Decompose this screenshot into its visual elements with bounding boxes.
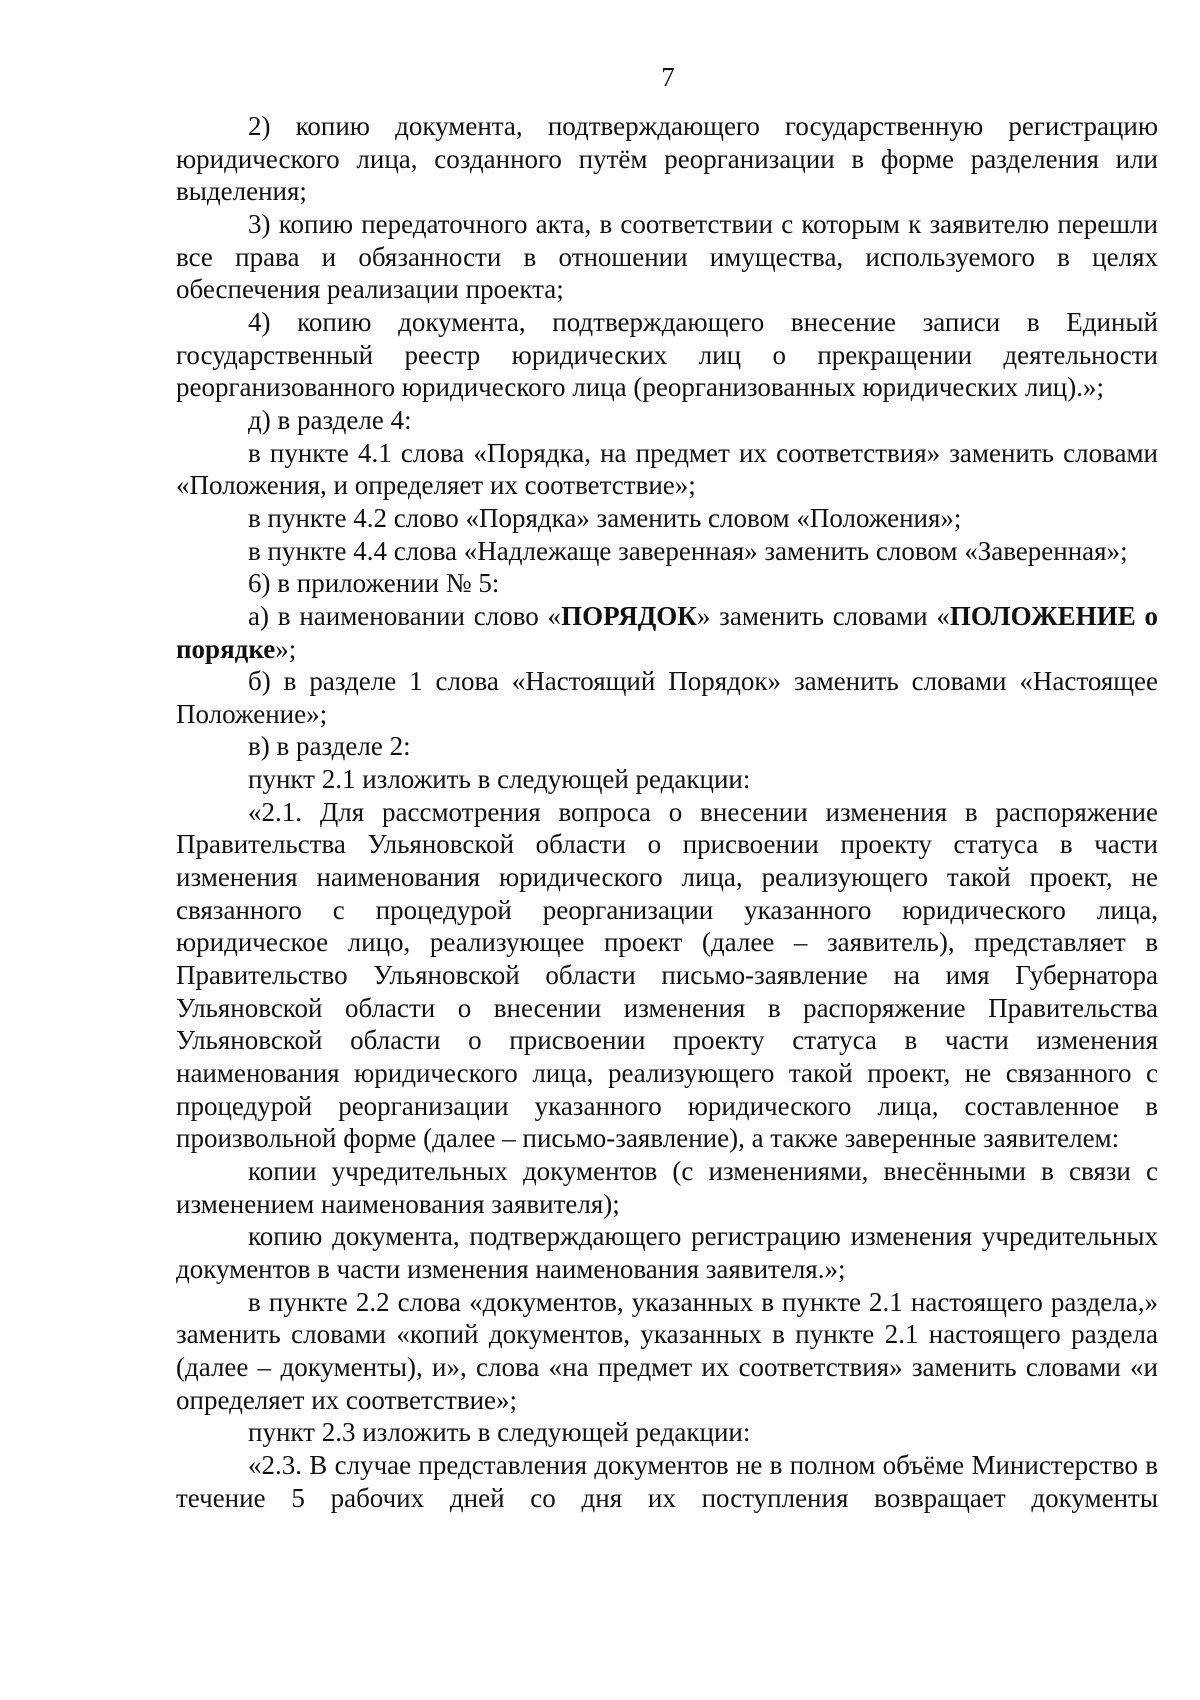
paragraph: 3) копию передаточного акта, в соответствии с которым к заявителю перешли все права и обязанности в отношении имущества, используемого в целях обеспечения реализации проекта; [176,208,1158,305]
paragraph-text: а) в наименовании слово « [248,600,562,631]
paragraph: в пункте 2.2 слова «документов, указанных в пункте 2.1 настоящего раздела,» заменить словами «копий документов, указанных в пункте 2.1 настоящего раздела (далее – документы), и», слова «на предмет их соответствия» заменить словами «и определяет их соответствие»; [176,1286,1158,1415]
bold-word-poryadok: ПОРЯДОК [561,600,697,631]
paragraph: 4) копию документа, подтверждающего внесение записи в Единый государственный реестр юридических лиц о прекращении деятельности реорганизованного юридического лица (реорганизованных юридических лиц).»; [176,306,1158,403]
paragraph: б) в разделе 1 слова «Настоящий Порядок» заменить словами «Настоящее Положение»; [176,666,1158,729]
page-number: 7 [661,62,675,92]
paragraph: в) в разделе 2: [248,731,411,762]
paragraph-text: » заменить словами « [696,600,950,631]
paragraph: в пункте 4.2 слово «Порядка» заменить словом «Положения»; [248,502,962,533]
paragraph: д) в разделе 4: [248,404,412,435]
paragraph: копии учредительных документов (с изменениями, внесёнными в связи с изменением наименования заявителя); [176,1156,1158,1219]
paragraph: «2.3. В случае представления документов не в полном объёме Министерство в течение 5 рабочих дней со дня их поступления возвращает документы [176,1449,1158,1513]
paragraph-text: »; [275,633,297,664]
paragraph: в пункте 4.4 слова «Надлежаще заверенная» заменить словом «Заверенная»; [248,535,1128,566]
paragraph: пункт 2.3 изложить в следующей редакции: [248,1417,751,1448]
paragraph: «2.1. Для рассмотрения вопроса о внесении изменения в распоряжение Правительства Ульяновской области о присвоении проекту статуса в части изменения наименования юридического лица, реализующего такой проект, не связанного с процедурой реорганизации указанного юридического лица, юридическое лицо, реализующее проект (далее – заявитель), представляет в Правительство Ульяновской области письмо-заявление на имя Губернатора Ульяновской области о внесении изменения в распоряжение Правительства Ульяновской области о присвоении проекту статуса в части изменения наименования юридического лица, реализующего такой проект, не связанного с процедурой реорганизации указанного юридического лица, составленное в произвольной форме (далее – письмо-заявление), а также заверенные заявителем: [176,796,1158,1154]
paragraph: копию документа, подтверждающего регистрацию изменения учредительных документов в части изменения наименования заявителя.»; [176,1221,1158,1284]
bold-word-polozhenie: ПОЛОЖЕНИЕ о порядке [176,600,1158,664]
paragraph: 6) в приложении № 5: [248,568,500,599]
paragraph: пункт 2.1 изложить в следующей редакции: [248,764,751,795]
paragraph: в пункте 4.1 слова «Порядка, на предмет их соответствия» заменить словами «Положения, и определяет их соответствие»; [176,437,1158,501]
paragraph-bold-title [176,600,1158,665]
paragraph: 2) копию документа, подтверждающего государственную регистрацию юридического лица, созданного путём реорганизации в форме разделения или выделения; [176,111,1158,207]
document-body [176,110,1158,1514]
